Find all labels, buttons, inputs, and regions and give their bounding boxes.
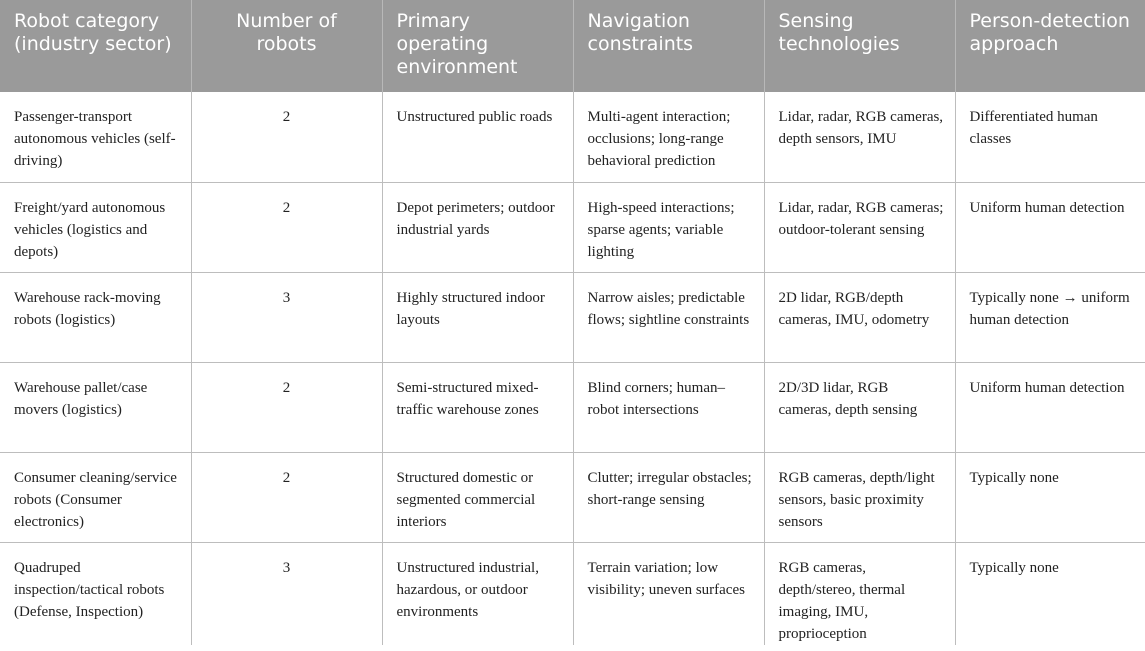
cell-number-of-robots: 3 — [191, 542, 382, 645]
cell-number-of-robots: 3 — [191, 272, 382, 362]
cell-robot-category: Warehouse rack-moving robots (logistics) — [0, 272, 191, 362]
table-row — [0, 362, 1145, 452]
cell-person-detection: Typically none — [955, 542, 1145, 645]
header-navigation-constraints: Navigation constraints — [573, 0, 764, 92]
cell-person-detection: Differentiated human classes — [955, 92, 1145, 182]
cell-operating-environment: Semi-structured mixed-traffic warehouse zones — [382, 362, 573, 452]
cell-person-detection: Uniform human detection — [955, 182, 1145, 272]
cell-operating-environment: Unstructured public roads — [382, 92, 573, 182]
cell-sensing-technologies: Lidar, radar, RGB cameras; outdoor-tolerant sensing — [764, 182, 955, 272]
cell-sensing-technologies: Lidar, radar, RGB cameras, depth sensors, IMU — [764, 92, 955, 182]
cell-operating-environment: Unstructured industrial, hazardous, or outdoor environments — [382, 542, 573, 645]
cell-sensing-technologies: 2D/3D lidar, RGB cameras, depth sensing — [764, 362, 955, 452]
table-row — [0, 542, 1145, 645]
header-primary-operating-environment: Primary operating environment — [382, 0, 573, 92]
cell-number-of-robots: 2 — [191, 182, 382, 272]
cell-robot-category: Quadruped inspection/tactical robots (Defense, Inspection) — [14, 559, 165, 620]
cell-person-detection: Uniform human detection — [955, 362, 1145, 452]
table-body — [0, 92, 1145, 645]
table-row — [0, 272, 1145, 362]
table-row — [0, 452, 1145, 542]
cell-robot-category: Warehouse pallet/case movers (logistics) — [0, 362, 191, 452]
cell-number-of-robots: 2 — [191, 452, 382, 542]
cell-person-detection: Typically none — [955, 452, 1145, 542]
cell-number-of-robots: 2 — [191, 92, 382, 182]
header-sensing-technologies: Sensing technologies — [764, 0, 955, 92]
cell-navigation-constraints: Blind corners; human–robot intersections — [573, 362, 764, 452]
cell-navigation-constraints: Clutter; irregular obstacles; short-range sensing — [573, 452, 764, 542]
cell-navigation-constraints: Multi-agent interaction; occlusions; long-range behavioral prediction — [573, 92, 764, 182]
header-robot-category: Robot category (industry sector) — [0, 0, 191, 92]
header-number-of-robots: Number of robots — [191, 0, 382, 92]
header-person-detection-approach: Person-detection approach — [955, 0, 1145, 92]
cell-operating-environment: Structured domestic or segmented commercial interiors — [382, 452, 573, 542]
header-row — [0, 0, 1145, 92]
cell-operating-environment: Highly structured indoor layouts — [382, 272, 573, 362]
cell-navigation-constraints: Terrain variation; low visibility; uneven surfaces — [573, 542, 764, 645]
cell-robot-category: Passenger-transport autonomous vehicles (self-driving) — [0, 92, 191, 182]
cell-navigation-constraints: Narrow aisles; predictable flows; sightline constraints — [573, 272, 764, 362]
cell-number-of-robots: 2 — [191, 362, 382, 452]
cell-operating-environment: Depot perimeters; outdoor industrial yards — [382, 182, 573, 272]
cell-robot-category: Freight/yard autonomous vehicles (logistics and depots) — [0, 182, 191, 272]
table-row — [0, 92, 1145, 182]
cell-robot-category: Consumer cleaning/service robots (Consumer electronics) — [0, 452, 191, 542]
cell-sensing-technologies: RGB cameras, depth/light sensors, basic proximity sensors — [764, 452, 955, 542]
cell-sensing-technologies: 2D lidar, RGB/depth cameras, IMU, odometry — [764, 272, 955, 362]
cell-navigation-constraints: High-speed interactions; sparse agents; variable lighting — [573, 182, 764, 272]
table-header — [0, 0, 1145, 92]
table-row — [0, 182, 1145, 272]
cell-sensing-technologies: RGB cameras, depth/stereo, thermal imaging, IMU, proprioception — [764, 542, 955, 645]
cell-person-detection: Typically none → uniform human detection — [955, 272, 1145, 362]
